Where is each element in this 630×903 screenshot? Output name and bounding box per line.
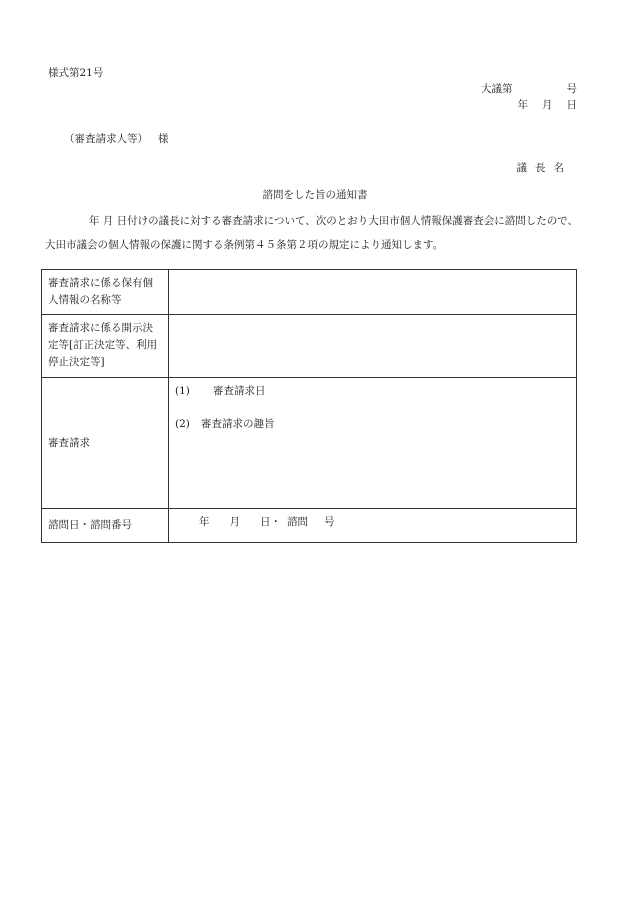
sender: 議長名 — [516, 162, 572, 174]
item-number: (1) — [175, 385, 190, 397]
date-month: 月 — [542, 99, 553, 111]
inquiry-number: 号 — [324, 516, 335, 528]
inquiry-date-number-label: 諮問日・諮問番号 — [42, 509, 169, 543]
disclosure-decision-label: 審査請求に係る開示決定等[訂正決定等、利用停止決定等] — [42, 315, 169, 378]
table-row — [42, 509, 577, 543]
inquiry-day: 日・ — [260, 516, 281, 528]
disclosure-decision-value — [169, 315, 577, 378]
addressee-name: （審査請求人等） — [64, 133, 148, 145]
item-number: (2) — [175, 418, 190, 430]
review-request-purpose-item — [175, 416, 570, 433]
body-text: 年 月 日付けの議長に対する審査請求について、次のとおり大田市個人情報保護審査会に諮問したので、大田市議会の個人情報の保護に関する条例第４５条第２項の規定により通知します。 — [45, 215, 579, 251]
personal-info-name-label: 審査請求に係る保有個人情報の名称等 — [42, 270, 169, 315]
document-title: 諮問をした旨の通知書 — [262, 189, 368, 201]
personal-info-name-value — [169, 270, 577, 315]
inquiry-label: 諮問 — [287, 516, 308, 528]
inquiry-date-number-value — [169, 509, 577, 543]
review-request-date-item — [175, 383, 570, 400]
date-day: 日 — [566, 99, 577, 111]
item-text: 審査請求日 — [213, 385, 266, 397]
review-request-value — [169, 378, 577, 509]
inquiry-year: 年 — [199, 516, 210, 528]
document-number — [481, 81, 577, 96]
document-date — [504, 97, 578, 112]
table-row — [42, 378, 577, 509]
form-number: 様式第21号 — [48, 67, 104, 79]
item-text: 審査請求の趣旨 — [201, 418, 275, 430]
addressee-honorific: 様 — [158, 133, 169, 145]
addressee — [64, 131, 169, 146]
form-table — [41, 269, 577, 543]
document-number-suffix: 号 — [566, 83, 577, 95]
date-year: 年 — [517, 99, 528, 111]
review-request-label: 審査請求 — [42, 378, 169, 509]
inquiry-month: 月 — [229, 516, 240, 528]
document-number-prefix: 大議第 — [481, 83, 513, 95]
table-row — [42, 270, 577, 315]
table-row — [42, 315, 577, 378]
